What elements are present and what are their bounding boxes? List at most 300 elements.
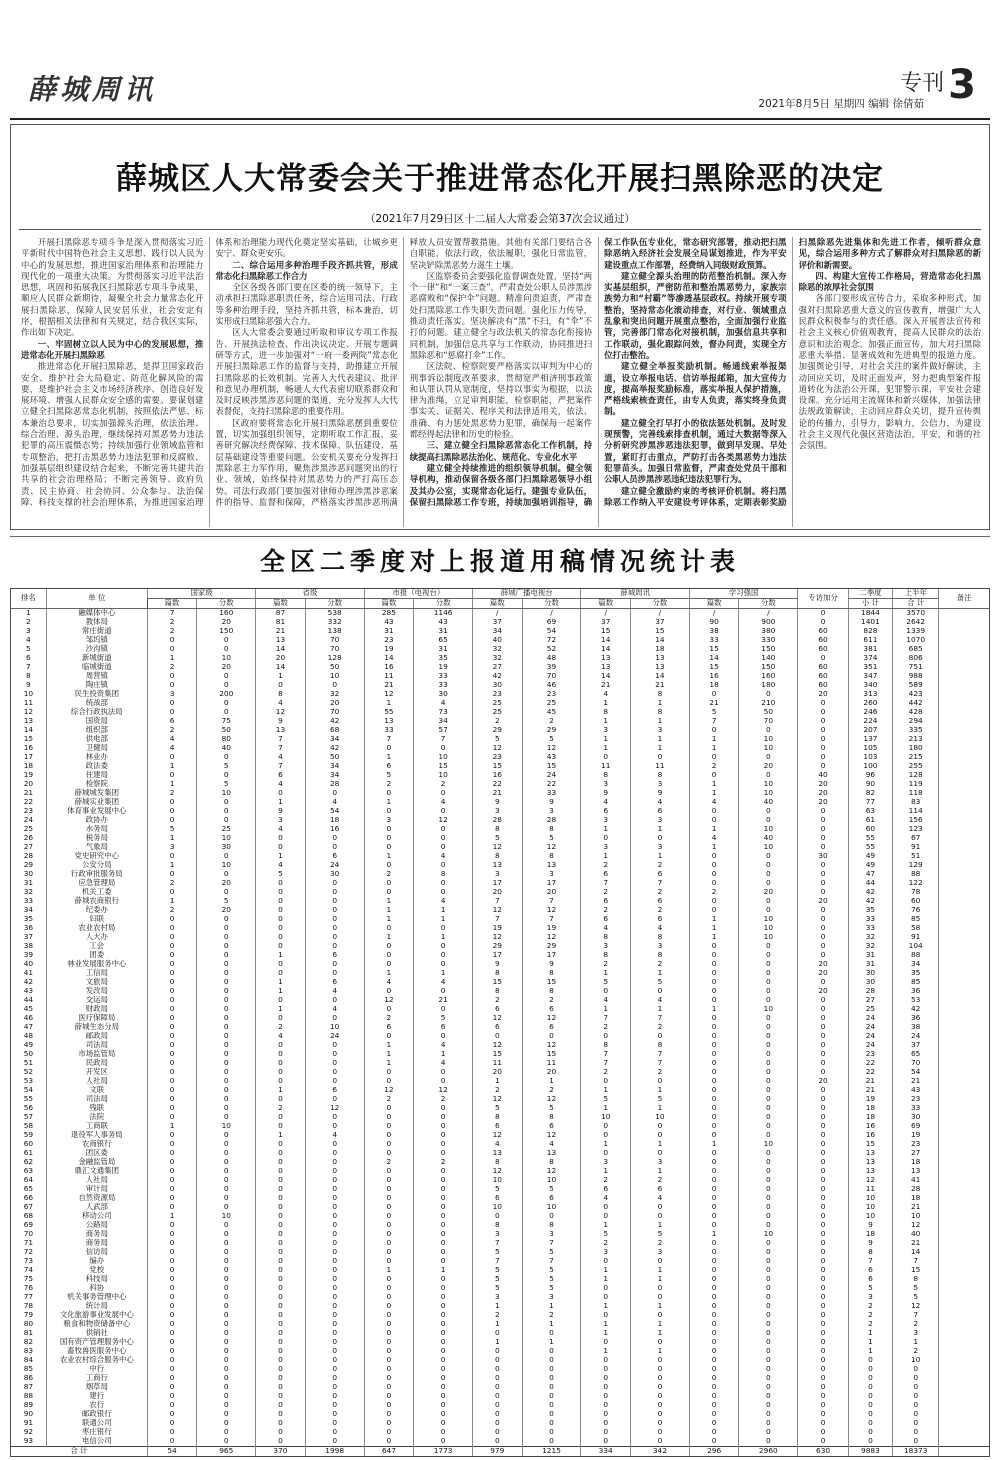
table-cell: 1 xyxy=(630,1140,689,1149)
table-cell: 32 xyxy=(473,654,522,663)
table-cell: 0 xyxy=(739,1212,798,1221)
table-cell: 0 xyxy=(739,1293,798,1302)
table-cell: 0 xyxy=(256,1050,305,1059)
table-cell: 0 xyxy=(798,888,849,897)
table-cell: 24 xyxy=(522,771,581,780)
table-cell: 7 xyxy=(848,1257,892,1266)
table-row xyxy=(11,996,990,1005)
table-cell: 150 xyxy=(739,663,798,672)
table-cell: 4 xyxy=(414,798,473,807)
table-cell xyxy=(939,1428,990,1437)
table-cell: 4 xyxy=(414,699,473,708)
table-cell: 0 xyxy=(739,969,798,978)
table-cell: 5 xyxy=(522,1284,581,1293)
table-cell: 10 xyxy=(197,1212,256,1221)
table-cell: 10 xyxy=(630,1113,689,1122)
table-cell: 0 xyxy=(689,771,738,780)
total-cell: 965 xyxy=(197,1446,256,1456)
table-cell: 20 xyxy=(256,654,305,663)
table-cell: 13 xyxy=(522,861,581,870)
table-cell: 0 xyxy=(581,753,630,762)
rank-cell: 38 xyxy=(11,942,47,951)
table-cell: 0 xyxy=(147,888,196,897)
table-cell: 0 xyxy=(256,1428,305,1437)
table-cell: 0 xyxy=(689,861,738,870)
table-cell: 34 xyxy=(305,771,364,780)
unit-cell: 开发区 xyxy=(46,1068,147,1077)
table-cell: 0 xyxy=(197,1140,256,1149)
table-cell: 0 xyxy=(739,1086,798,1095)
table-cell: 0 xyxy=(689,879,738,888)
table-cell: 0 xyxy=(256,1077,305,1086)
unit-cell: 薛城城发集团 xyxy=(46,789,147,798)
table-cell xyxy=(939,681,990,690)
table-cell: 0 xyxy=(473,1383,522,1392)
table-cell: 1 xyxy=(630,1221,689,1230)
rank-cell: 49 xyxy=(11,1041,47,1050)
table-cell: 180 xyxy=(893,744,939,753)
table-cell: 340 xyxy=(848,681,892,690)
table-cell: 0 xyxy=(689,870,738,879)
table-cell: 1 xyxy=(630,1275,689,1284)
table-cell: 10 xyxy=(197,861,256,870)
table-cell: 0 xyxy=(798,1419,849,1428)
rank-cell: 75 xyxy=(11,1275,47,1284)
unit-cell: 陶庄镇 xyxy=(46,681,147,690)
table-cell xyxy=(939,1140,990,1149)
table-cell xyxy=(939,1410,990,1419)
table-cell: 1 xyxy=(581,1167,630,1176)
table-cell: 0 xyxy=(256,1095,305,1104)
table-cell: 24 xyxy=(305,861,364,870)
rank-cell: 18 xyxy=(11,762,47,771)
table-cell: 42 xyxy=(305,744,364,753)
table-cell: 0 xyxy=(305,933,364,942)
table-cell xyxy=(939,780,990,789)
table-cell: 0 xyxy=(305,1203,364,1212)
table-cell: 0 xyxy=(197,1320,256,1329)
table-cell: 6 xyxy=(522,1005,581,1014)
table-cell: 0 xyxy=(414,1365,473,1374)
table-cell: 0 xyxy=(798,699,849,708)
table-row xyxy=(11,861,990,870)
table-cell: 0 xyxy=(197,699,256,708)
table-cell: 1 xyxy=(414,915,473,924)
table-cell: 2 xyxy=(473,1086,522,1095)
total-label: 合 计 xyxy=(11,1446,148,1456)
table-cell: 0 xyxy=(305,789,364,798)
table-cell: 0 xyxy=(305,915,364,924)
table-cell: 15 xyxy=(473,978,522,987)
table-cell: 1 xyxy=(630,1005,689,1014)
table-cell: 1 xyxy=(848,1347,892,1356)
table-cell: 14 xyxy=(630,636,689,645)
unit-cell: 供电部 xyxy=(46,735,147,744)
table-cell: 16 xyxy=(364,663,413,672)
table-cell: 1 xyxy=(364,915,413,924)
table-cell: 1 xyxy=(364,897,413,906)
table-cell: 76 xyxy=(893,906,939,915)
table-cell: 0 xyxy=(689,852,738,861)
table-cell: 13 xyxy=(256,636,305,645)
table-cell: 0 xyxy=(364,1248,413,1257)
table-cell: 0 xyxy=(739,1266,798,1275)
table-cell: 0 xyxy=(630,1410,689,1419)
table-cell: 36 xyxy=(893,987,939,996)
table-cell: 0 xyxy=(739,1221,798,1230)
rank-cell: 46 xyxy=(11,1014,47,1023)
table-cell: 3 xyxy=(581,780,630,789)
table-row xyxy=(11,1014,990,1023)
rank-cell: 72 xyxy=(11,1248,47,1257)
table-cell: 0 xyxy=(256,897,305,906)
table-cell: 77 xyxy=(848,798,892,807)
table-cell: 1 xyxy=(414,1050,473,1059)
table-cell: 0 xyxy=(197,681,256,690)
table-cell: 1 xyxy=(364,798,413,807)
table-row xyxy=(11,1437,990,1446)
table-cell: 70 xyxy=(305,645,364,654)
table-cell: 0 xyxy=(798,924,849,933)
table-cell: 332 xyxy=(305,618,364,627)
table-cell: 0 xyxy=(689,996,738,1005)
table-cell: 0 xyxy=(197,636,256,645)
table-cell: 0 xyxy=(630,1401,689,1410)
header-count: 篇数 xyxy=(581,598,630,608)
table-cell: 0 xyxy=(197,1329,256,1338)
table-cell: 0 xyxy=(147,708,196,717)
table-cell: 0 xyxy=(473,1419,522,1428)
table-row xyxy=(11,1176,990,1185)
table-cell: 0 xyxy=(197,645,256,654)
table-cell: 38 xyxy=(893,1023,939,1032)
table-cell: / xyxy=(522,608,581,617)
table-cell: 0 xyxy=(798,1068,849,1077)
table-row xyxy=(11,1230,990,1239)
table-cell: 8 xyxy=(473,969,522,978)
table-cell: 1401 xyxy=(848,618,892,627)
table-cell: 0 xyxy=(581,1212,630,1221)
table-cell: 32 xyxy=(473,645,522,654)
table-cell: 1 xyxy=(630,1320,689,1329)
table-cell: 0 xyxy=(739,1320,798,1329)
rank-cell: 20 xyxy=(11,780,47,789)
table-cell: 0 xyxy=(630,1374,689,1383)
header-count: 篇数 xyxy=(473,598,522,608)
article-heading: 二、综合运用多种治理手段齐抓共管，形成常态化扫黑除恶工作合力 xyxy=(215,259,398,281)
table-cell: 0 xyxy=(197,753,256,762)
table-cell: 0 xyxy=(848,1365,892,1374)
table-cell: 30 xyxy=(798,852,849,861)
table-cell: 2 xyxy=(848,1320,892,1329)
table-cell: 0 xyxy=(197,1347,256,1356)
table-cell: 20 xyxy=(739,888,798,897)
table-cell: 0 xyxy=(197,1158,256,1167)
rank-cell: 79 xyxy=(11,1311,47,1320)
table-cell: 28 xyxy=(473,816,522,825)
section-divider xyxy=(10,536,990,537)
table-cell: 1 xyxy=(473,1338,522,1347)
rank-cell: 62 xyxy=(11,1158,47,1167)
table-cell: 0 xyxy=(305,924,364,933)
table-cell: 0 xyxy=(256,1401,305,1410)
table-cell: 0 xyxy=(581,834,630,843)
table-cell: 12 xyxy=(522,1167,581,1176)
header-count: 篇数 xyxy=(147,598,196,608)
table-cell: 0 xyxy=(689,1014,738,1023)
table-cell: 0 xyxy=(581,1149,630,1158)
table-cell: 0 xyxy=(414,1248,473,1257)
table-cell xyxy=(939,1176,990,1185)
table-cell: 23 xyxy=(473,690,522,699)
table-cell: 0 xyxy=(739,1113,798,1122)
table-cell: 0 xyxy=(630,1212,689,1221)
table-cell: 0 xyxy=(305,897,364,906)
table-cell: 0 xyxy=(893,1365,939,1374)
table-cell: 5 xyxy=(197,762,256,771)
table-cell: 0 xyxy=(798,654,849,663)
table-cell: 0 xyxy=(147,816,196,825)
table-cell: 65 xyxy=(414,636,473,645)
table-cell: 8 xyxy=(522,987,581,996)
table-cell: 17 xyxy=(522,879,581,888)
table-cell: 5 xyxy=(630,978,689,987)
table-cell: 12 xyxy=(305,1104,364,1113)
table-cell: 2 xyxy=(848,1311,892,1320)
unit-cell: 统战部 xyxy=(46,699,147,708)
table-cell: 0 xyxy=(414,888,473,897)
table-cell: 0 xyxy=(739,1194,798,1203)
rank-cell: 48 xyxy=(11,1032,47,1041)
table-cell: 0 xyxy=(522,1347,581,1356)
table-cell: 0 xyxy=(147,1401,196,1410)
table-cell: 0 xyxy=(147,987,196,996)
table-cell: 0 xyxy=(414,1203,473,1212)
table-cell: 1 xyxy=(581,1347,630,1356)
table-cell: 20 xyxy=(798,690,849,699)
table-cell: 2 xyxy=(689,762,738,771)
table-cell: 0 xyxy=(305,888,364,897)
table-cell xyxy=(939,1320,990,1329)
table-cell: 0 xyxy=(473,1401,522,1410)
table-cell: 4 xyxy=(414,852,473,861)
table-cell: 5 xyxy=(522,735,581,744)
rank-cell: 8 xyxy=(11,672,47,681)
table-cell: 0 xyxy=(147,960,196,969)
table-cell: 0 xyxy=(197,1149,256,1158)
table-cell: 351 xyxy=(848,663,892,672)
table-cell: 12 xyxy=(848,1176,892,1185)
table-cell: 0 xyxy=(689,1149,738,1158)
table-cell: 0 xyxy=(473,1392,522,1401)
table-cell: 0 xyxy=(414,1032,473,1041)
table-cell: 0 xyxy=(147,1248,196,1257)
table-cell: 0 xyxy=(739,807,798,816)
table-cell: 0 xyxy=(739,1077,798,1086)
table-cell: 0 xyxy=(305,1077,364,1086)
table-cell: 0 xyxy=(305,1284,364,1293)
table-cell: 0 xyxy=(256,1248,305,1257)
unit-cell: 人武部 xyxy=(46,1203,147,1212)
table-cell xyxy=(939,1257,990,1266)
table-cell: 0 xyxy=(798,1311,849,1320)
table-cell: 0 xyxy=(197,1410,256,1419)
unit-cell: 综合行政执法局 xyxy=(46,708,147,717)
table-cell: 0 xyxy=(147,1050,196,1059)
table-cell: 0 xyxy=(739,1248,798,1257)
table-cell: 0 xyxy=(689,753,738,762)
table-cell: 0 xyxy=(893,1410,939,1419)
table-cell: 1 xyxy=(147,1122,196,1131)
table-cell: 0 xyxy=(197,807,256,816)
table-cell: 19 xyxy=(522,924,581,933)
unit-cell: 司法局 xyxy=(46,1041,147,1050)
table-cell: 19 xyxy=(414,663,473,672)
rank-cell: 56 xyxy=(11,1104,47,1113)
table-cell xyxy=(939,1203,990,1212)
unit-cell: 退役军人事务局 xyxy=(46,1131,147,1140)
table-cell: 0 xyxy=(147,1230,196,1239)
table-cell: 8 xyxy=(522,852,581,861)
table-cell xyxy=(939,1095,990,1104)
table-cell: 0 xyxy=(798,1437,849,1446)
table-cell: 6 xyxy=(305,852,364,861)
unit-cell: 联通公司 xyxy=(46,1419,147,1428)
table-row xyxy=(11,1419,990,1428)
table-cell: 0 xyxy=(147,924,196,933)
table-cell: 0 xyxy=(364,1365,413,1374)
rank-cell: 53 xyxy=(11,1077,47,1086)
total-cell: 370 xyxy=(256,1446,305,1456)
table-cell: 0 xyxy=(798,861,849,870)
table-cell: 114 xyxy=(893,807,939,816)
table-cell: 50 xyxy=(197,726,256,735)
table-cell: 0 xyxy=(364,807,413,816)
table-cell: 42 xyxy=(473,672,522,681)
table-cell: 0 xyxy=(305,1383,364,1392)
table-cell: 15 xyxy=(522,1050,581,1059)
table-cell: 1 xyxy=(581,852,630,861)
table-cell: 0 xyxy=(147,852,196,861)
table-cell: 160 xyxy=(197,608,256,617)
table-cell: 0 xyxy=(689,1059,738,1068)
table-cell: 0 xyxy=(581,1032,630,1041)
table-cell xyxy=(939,1122,990,1131)
unit-cell: 组织部 xyxy=(46,726,147,735)
article-heading: 三、建立健全扫黑除恶常态化工作机制，持续提高扫黑除恶法治化、规范化、专业化水平 xyxy=(409,440,593,462)
table-row xyxy=(11,1365,990,1374)
table-cell: 0 xyxy=(630,1356,689,1365)
table-cell: 0 xyxy=(147,1095,196,1104)
table-cell: 6 xyxy=(364,762,413,771)
table-cell: 0 xyxy=(739,1122,798,1131)
table-cell: 0 xyxy=(630,1293,689,1302)
table-cell: 1 xyxy=(630,969,689,978)
table-cell: 3 xyxy=(147,843,196,852)
table-cell: 0 xyxy=(256,1257,305,1266)
table-cell: 1 xyxy=(147,897,196,906)
table-cell: 0 xyxy=(689,1329,738,1338)
table-cell: 0 xyxy=(197,1230,256,1239)
table-cell: 2 xyxy=(581,960,630,969)
table-cell: 138 xyxy=(305,627,364,636)
table-cell: 43 xyxy=(414,618,473,627)
table-cell: 52 xyxy=(522,645,581,654)
table-cell: 31 xyxy=(848,951,892,960)
table-cell: 103 xyxy=(848,753,892,762)
rank-cell: 55 xyxy=(11,1095,47,1104)
table-cell: 0 xyxy=(893,1383,939,1392)
table-cell: 0 xyxy=(581,1338,630,1347)
table-cell: 0 xyxy=(256,1194,305,1203)
table-cell: 69 xyxy=(893,1122,939,1131)
table-cell: 0 xyxy=(630,1203,689,1212)
table-cell: 0 xyxy=(414,1122,473,1131)
table-cell: 0 xyxy=(256,1167,305,1176)
table-cell: 28 xyxy=(893,1185,939,1194)
rank-cell: 39 xyxy=(11,951,47,960)
table-cell: 0 xyxy=(522,1356,581,1365)
table-cell: 1 xyxy=(630,744,689,753)
table-cell: 0 xyxy=(305,1041,364,1050)
rank-cell: 27 xyxy=(11,843,47,852)
table-cell: 10 xyxy=(739,1140,798,1149)
table-cell: 1 xyxy=(581,825,630,834)
table-row xyxy=(11,1311,990,1320)
table-cell: 0 xyxy=(256,1140,305,1149)
table-cell: 2 xyxy=(414,780,473,789)
table-cell: 4 xyxy=(522,1140,581,1149)
table-cell xyxy=(939,1059,990,1068)
table-cell: 1 xyxy=(848,1338,892,1347)
table-cell: 0 xyxy=(197,1032,256,1041)
table-cell: 8 xyxy=(581,951,630,960)
table-cell: 5 xyxy=(473,1266,522,1275)
table-cell: 7 xyxy=(522,1239,581,1248)
table-cell: 70 xyxy=(893,1059,939,1068)
table-cell: 3 xyxy=(581,942,630,951)
table-cell: 0 xyxy=(147,915,196,924)
table-cell: 1 xyxy=(147,780,196,789)
table-cell: 20 xyxy=(197,879,256,888)
table-cell: 13 xyxy=(848,1158,892,1167)
table-cell: 589 xyxy=(893,681,939,690)
table-cell: 0 xyxy=(305,1257,364,1266)
table-cell: 0 xyxy=(147,1167,196,1176)
table-cell: 34 xyxy=(305,735,364,744)
unit-cell: 金融监管局 xyxy=(46,1158,147,1167)
table-cell: 0 xyxy=(522,1428,581,1437)
table-cell: 0 xyxy=(305,996,364,1005)
table-cell: 0 xyxy=(414,789,473,798)
table-cell: 0 xyxy=(739,1374,798,1383)
table-cell: 0 xyxy=(798,1140,849,1149)
table-cell: 20 xyxy=(522,1068,581,1077)
table-cell: 0 xyxy=(364,1347,413,1356)
table-cell: 0 xyxy=(414,951,473,960)
table-row xyxy=(11,1275,990,1284)
table-cell: 61 xyxy=(848,816,892,825)
table-cell: 0 xyxy=(414,1077,473,1086)
rank-cell: 33 xyxy=(11,897,47,906)
table-cell: 0 xyxy=(256,996,305,1005)
table-cell: 0 xyxy=(147,1032,196,1041)
table-cell: 6 xyxy=(256,771,305,780)
table-cell: 28 xyxy=(522,816,581,825)
table-cell: 3 xyxy=(630,1248,689,1257)
table-cell: 0 xyxy=(305,1095,364,1104)
table-cell: 0 xyxy=(581,1131,630,1140)
